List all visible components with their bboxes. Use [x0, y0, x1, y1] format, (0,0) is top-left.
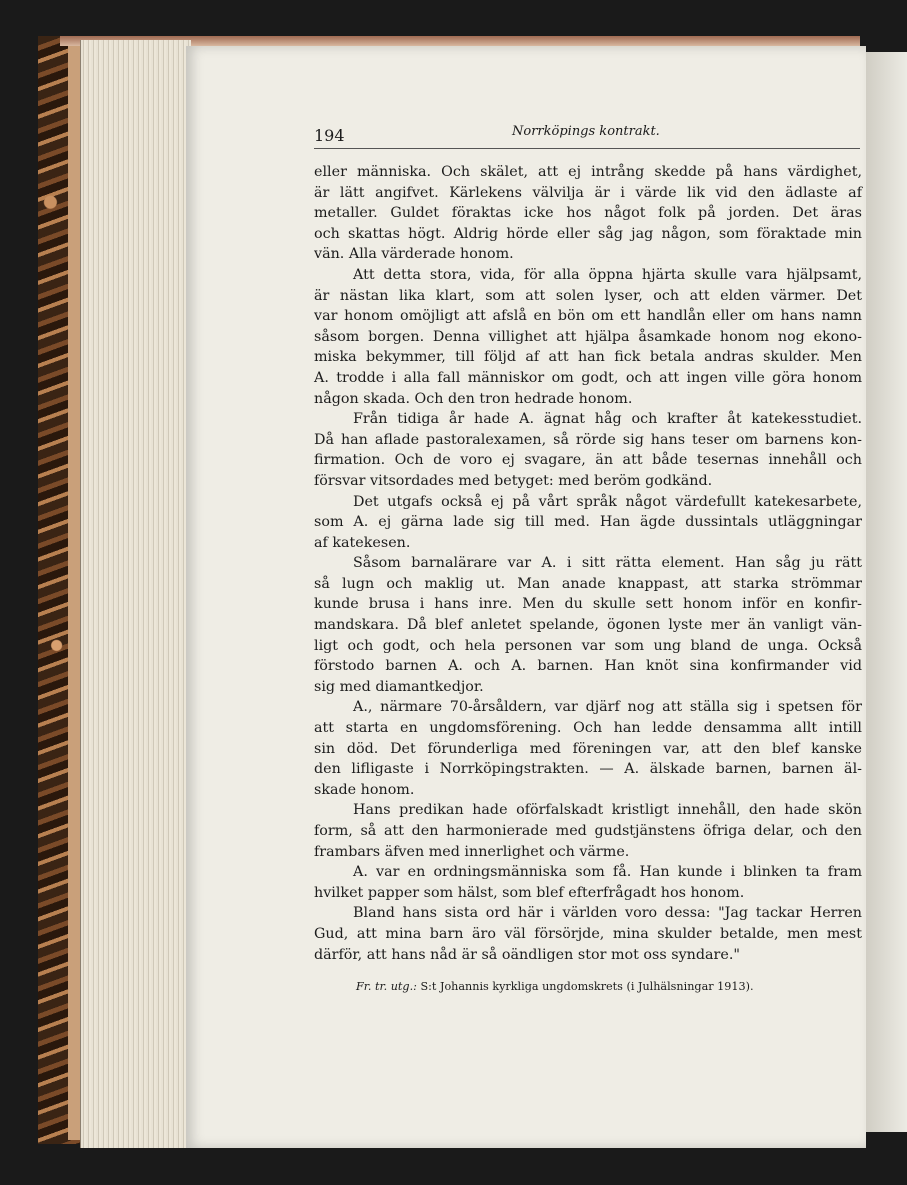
text-line: Bland hans sista ord här i världen voro dessa: "Jag tackar Herren: [353, 905, 862, 922]
text-line: försvar vitsordades med betyget: med beröm godkänd.: [314, 472, 713, 489]
text-line: A. trodde i alla fall människor om godt, och att ingen ville göra honom: [314, 369, 862, 386]
body-text: [314, 162, 862, 965]
facing-page: [864, 52, 907, 1132]
text-line: skade honom.: [314, 781, 415, 798]
text-line: därför, att hans nåd är så oändligen stor mot oss syndare.": [314, 946, 740, 963]
text-line: kunde brusa i hans inre. Men du skulle sett honom inför en konfir-: [314, 596, 862, 613]
page-number: 194: [314, 126, 345, 145]
text-line: vän. Alla värderade honom.: [314, 246, 514, 263]
source-label: Fr. tr. utg.:: [356, 980, 417, 993]
text-line: och skattas högt. Aldrig hörde eller såg jag någon, som föraktade min: [314, 225, 862, 242]
text-line: mandskara. Då blef anletet spelande, ögonen lyste mer än vanligt vän-: [314, 617, 862, 634]
text-line: är nästan lika klart, som att solen lyser, och att elden värmer. Det: [314, 287, 862, 304]
text-line: ligt och godt, och hela personen var som ung bland de unga. Också: [314, 637, 862, 654]
text-line: hvilket papper som hälst, som blef efterfrågadt hos honom.: [314, 884, 745, 901]
text-line: förstodo barnen A. och A. barnen. Han knöt sina konfirmander vid: [314, 658, 862, 675]
text-line: Att detta stora, vida, för alla öppna hjärta skulle vara hjälpsamt,: [353, 266, 862, 283]
text-line: sin död. Det förunderliga med föreningen var, att den blef kanske: [314, 740, 862, 757]
running-title: Norrköpings kontrakt.: [512, 124, 660, 139]
text-line: af katekesen.: [314, 534, 411, 551]
text-line: var honom omöjligt att afslå en bön om ett handlån eller om hans namn: [314, 308, 862, 325]
text-line: Gud, att mina barn äro väl försörjde, mina skulder betalde, men mest: [314, 925, 862, 942]
text-line: Då han aflade pastoralexamen, så rörde sig hans teser om barnens kon-: [314, 431, 862, 448]
text-line: såsom borgen. Denna villighet att hjälpa åsamkade honom nog ekono-: [314, 328, 862, 345]
text-line: firmation. Och de voro ej svagare, än att både tesernas innehåll och: [314, 452, 862, 469]
text-line: att starta en ungdomsförening. Och han ledde densamma allt intill: [314, 720, 862, 737]
text-line: miska bekymmer, till följd af att han fick betala andras skulder. Men: [314, 349, 862, 366]
text-line: frambars äfven med innerlighet och värme.: [314, 843, 630, 860]
text-line: Såsom barnalärare var A. i sitt rätta element. Han såg ju rätt: [353, 555, 862, 572]
text-line: form, så att den harmonierade med gudstjänstens öfriga delar, och den: [314, 823, 862, 839]
source-text: S:t Johannis kyrkliga ungdomskrets (i Julhälsningar 1913).: [420, 980, 754, 993]
page-stack: [80, 40, 191, 1148]
text-line: A. var en ordningsmänniska som få. Han kunde i blinken ta fram: [353, 864, 862, 881]
text-line: Hans predikan hade oförfalskadt kristligt innehåll, den hade skön: [353, 802, 862, 819]
text-line: Från tidiga år hade A. ägnat håg och krafter åt katekesstudiet.: [353, 411, 862, 428]
text-line: metaller. Guldet föraktas icke hos något folk på jorden. Det äras: [314, 205, 862, 222]
text-line: den lifligaste i Norrköpingstrakten. — A. älskade barnen, barnen äl-: [314, 761, 862, 778]
text-line: som A. ej gärna lade sig till med. Han ägde dussintals utläggningar: [314, 514, 862, 531]
text-line: eller människa. Och skälet, att ej intrång skedde på hans värdighet,: [314, 164, 862, 180]
text-line: är lätt angifvet. Kärlekens välvilja är i värde lik vid den ädlaste af: [314, 184, 862, 201]
text-line: så lugn och maklig ut. Man anade knappast, att starka strömmar: [314, 575, 862, 592]
text-line: Det utgafs också ej på vårt språk något värdefullt katekesarbete,: [353, 493, 862, 510]
source-citation: [356, 980, 856, 993]
text-line: sig med diamantkedjor.: [314, 678, 484, 695]
text-line: A., närmare 70-årsåldern, var djärf nog att ställa sig i spetsen för: [353, 699, 862, 716]
text-line: någon skada. Och den tron hedrade honom.: [314, 390, 633, 407]
page-header: [314, 124, 860, 149]
